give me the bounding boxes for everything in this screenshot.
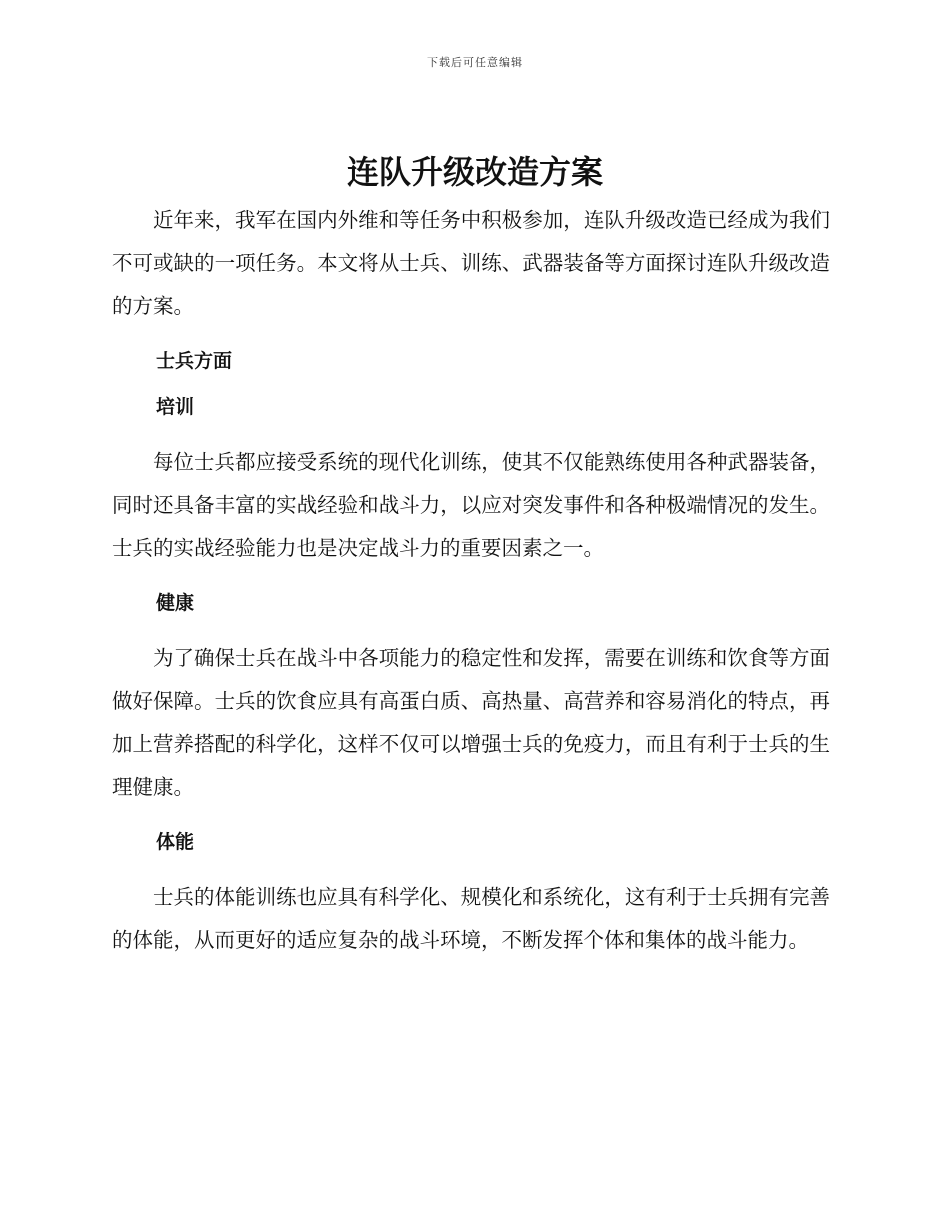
subheading-fitness: 体能 xyxy=(156,831,195,853)
intro-paragraph: 近年来，我军在国内外维和等任务中积极参加，连队升级改造已经成为我们不可或缺的一项任务。本文将从士兵、训练、武器装备等方面探讨连队升级改造的方案。 xyxy=(112,208,830,318)
document-body xyxy=(112,199,830,962)
subheading-training: 培训 xyxy=(156,396,195,418)
health-paragraph: 为了确保士兵在战斗中各项能力的稳定性和发挥，需要在训练和饮食等方面做好保障。士兵的饮食应具有高蛋白质、高热量、高营养和容易消化的特点，再加上营养搭配的科学化，这样不仅可以增强士兵的免疫力，而且有利于士兵的生理健康。 xyxy=(112,646,830,799)
section-heading-soldiers: 士兵方面 xyxy=(156,350,233,372)
page-header-note: 下载后可任意编辑 xyxy=(427,56,523,69)
document-title: 连队升级改造方案 xyxy=(346,153,603,191)
training-paragraph: 每位士兵都应接受系统的现代化训练，使其不仅能熟练使用各种武器装备，同时还具备丰富的实战经验和战斗力，以应对突发事件和各种极端情况的发生。士兵的实战经验能力也是决定战斗力的重要因素之一。 xyxy=(112,450,830,560)
subheading-health: 健康 xyxy=(156,592,195,614)
fitness-paragraph: 士兵的体能训练也应具有科学化、规模化和系统化，这有利于士兵拥有完善的体能，从而更好的适应复杂的战斗环境，不断发挥个体和集体的战斗能力。 xyxy=(112,885,830,952)
